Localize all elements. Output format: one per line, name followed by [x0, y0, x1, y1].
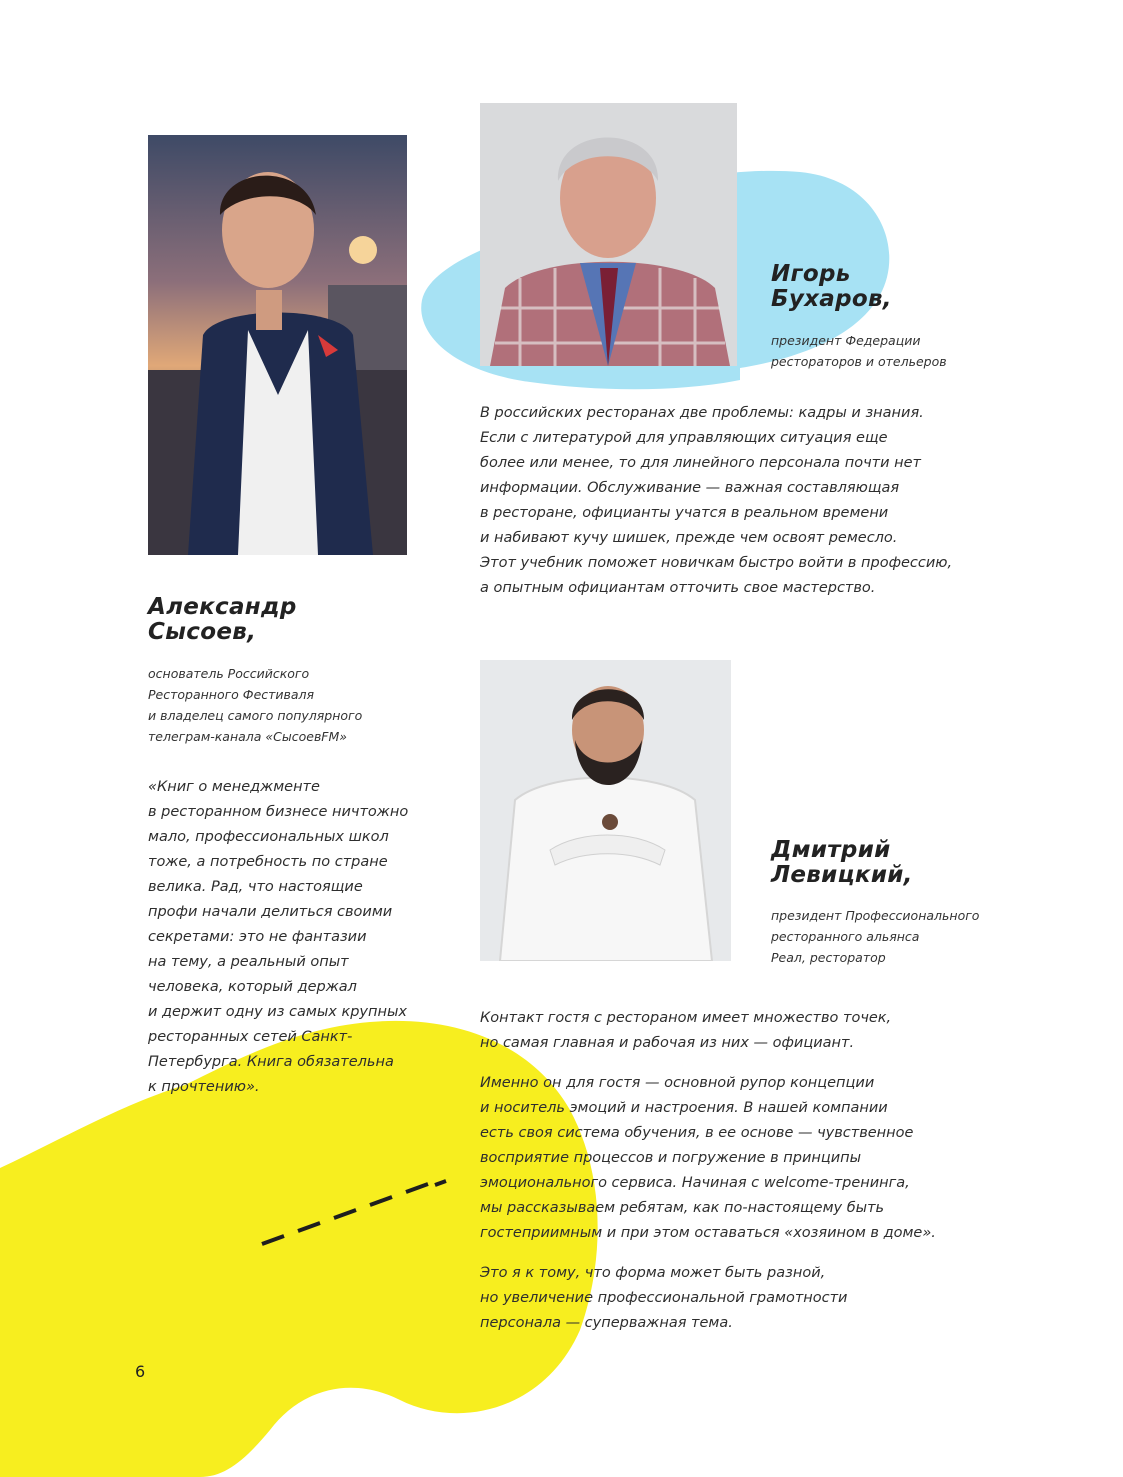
quote-line: «Книг о менеджменте: [148, 779, 320, 795]
quote-sysoev: [148, 775, 408, 1100]
role-line: Ресторанного Фестиваля: [148, 687, 315, 702]
quote-line: есть своя система обучения, в ее основе — чувственное: [480, 1125, 914, 1141]
quote-line: мало, профессиональных школ: [148, 829, 389, 845]
quote-line: и держит одну из самых крупных: [148, 1004, 408, 1020]
name-line: Сысоев,: [148, 619, 257, 645]
role-line: президент Профессионального: [771, 908, 980, 923]
photo-bukharov: [480, 103, 737, 366]
role-line: ресторанного альянса: [771, 929, 920, 944]
quote-line: восприятие процессов и погружение в принципы: [480, 1150, 862, 1166]
quote-line: В российских ресторанах две проблемы: кадры и знания.: [480, 405, 924, 421]
quote-line: эмоционального сервиса. Начиная с welcome-тренинга,: [480, 1175, 910, 1191]
name-bukharov: [771, 262, 892, 312]
name-line: Левицкий,: [771, 862, 913, 888]
role-line: рестораторов и отельеров: [771, 354, 947, 369]
quote-line: и набивают кучу шишек, прежде чем освоят ремесло.: [480, 530, 898, 546]
quote-line: но самая главная и рабочая из них — официант.: [480, 1035, 855, 1051]
name-line: Игорь: [771, 261, 851, 287]
name-sysoev: [148, 595, 297, 645]
role-line: телеграм-канала «СысоевFM»: [148, 729, 347, 744]
quote-line: мы рассказываем ребятам, как по-настоящему быть: [480, 1200, 885, 1216]
quote-line: персонала — суперважная тема.: [480, 1315, 733, 1331]
role-sysoev: [148, 663, 362, 747]
quote-line: информации. Обслуживание — важная составляющая: [480, 480, 900, 496]
name-line: Александр: [148, 594, 297, 620]
quote-line: а опытным официантам отточить свое мастерство.: [480, 580, 876, 596]
name-line: Бухаров,: [771, 286, 892, 312]
quote-levitsky: [480, 1006, 936, 1351]
role-line: Реал, ресторатор: [771, 950, 886, 965]
quote-paragraph: [480, 1006, 936, 1056]
portrait-image: [148, 135, 407, 555]
quote-bukharov: [480, 401, 952, 601]
portrait-image: [480, 660, 731, 961]
page-number: 6: [135, 1362, 146, 1381]
quote-line: тоже, а потребность по стране: [148, 854, 388, 870]
quote-line: Контакт гостя с рестораном имеет множество точек,: [480, 1010, 892, 1026]
quote-line: Именно он для гостя — основной рупор концепции: [480, 1075, 875, 1091]
portrait-image: [480, 103, 737, 366]
role-line: президент Федерации: [771, 333, 921, 348]
role-line: и владелец самого популярного: [148, 708, 363, 723]
quote-line: Этот учебник поможет новичкам быстро войти в профессию,: [480, 555, 953, 571]
photo-sysoev: [148, 135, 407, 555]
quote-line: гостеприимным и при этом оставаться «хозяином в доме».: [480, 1225, 936, 1241]
name-line: Дмитрий: [771, 837, 891, 863]
quote-line: Это я к тому, что форма может быть разной,: [480, 1265, 826, 1281]
quote-line: Если с литературой для управляющих ситуация еще: [480, 430, 888, 446]
quote-line: велика. Рад, что настоящие: [148, 879, 363, 895]
role-bukharov: [771, 330, 947, 372]
name-levitsky: [771, 838, 913, 888]
role-levitsky: [771, 905, 979, 968]
quote-line: и носитель эмоций и настроения. В нашей компании: [480, 1100, 888, 1116]
quote-paragraph: [480, 1071, 936, 1246]
quote-line: секретами: это не фантазии: [148, 929, 367, 945]
quote-line: к прочтению».: [148, 1079, 260, 1095]
quote-line: на тему, а реальный опыт: [148, 954, 349, 970]
quote-line: человека, который держал: [148, 979, 357, 995]
quote-line: Петербурга. Книга обязательна: [148, 1054, 394, 1070]
quote-line: но увеличение профессиональной грамотности: [480, 1290, 848, 1306]
quote-line: в ресторанном бизнесе ничтожно: [148, 804, 409, 820]
quote-line: профи начали делиться своими: [148, 904, 393, 920]
role-line: основатель Российского: [148, 666, 310, 681]
quote-line: более или менее, то для линейного персонала почти нет: [480, 455, 921, 471]
quote-paragraph: [480, 1261, 936, 1336]
quote-line: ресторанных сетей Санкт-: [148, 1029, 353, 1045]
quote-line: в ресторане, официанты учатся в реальном времени: [480, 505, 889, 521]
photo-levitsky: [480, 660, 731, 961]
